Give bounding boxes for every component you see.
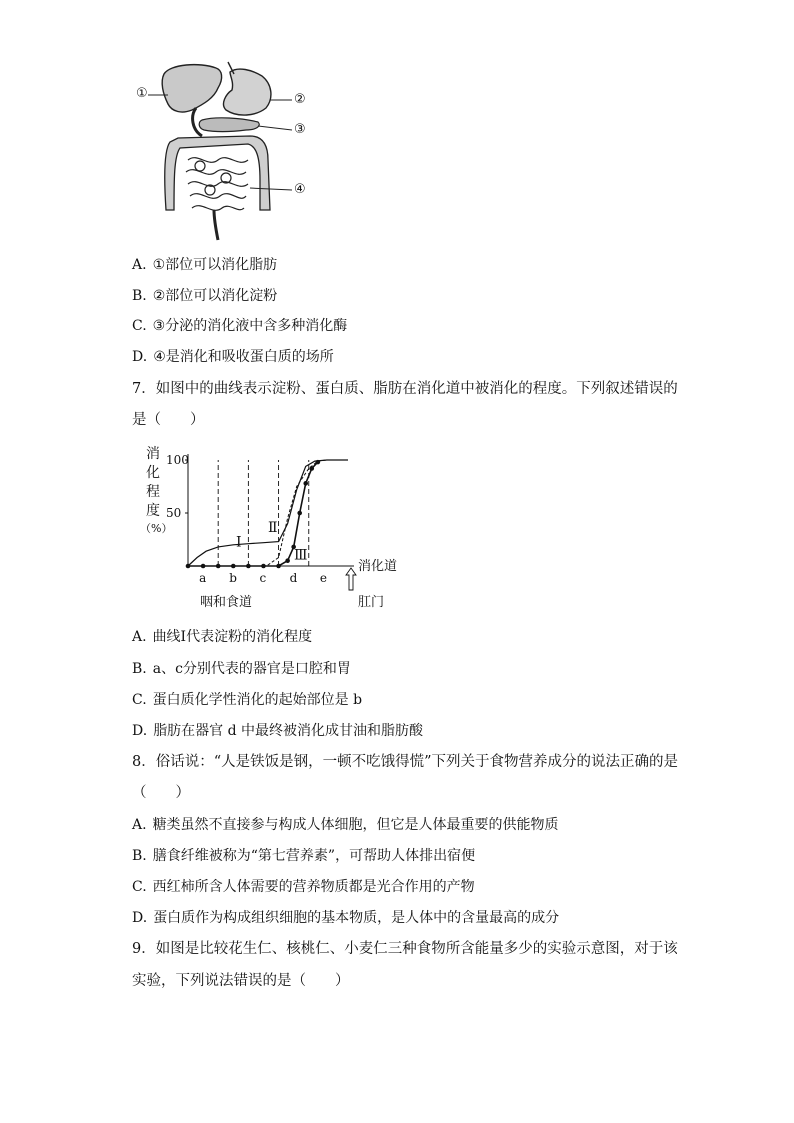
option-text: ③分泌的消化液中含多种消化酶	[152, 318, 348, 334]
option-text: a、c分别代表的器官是口腔和胃	[152, 661, 351, 677]
q9-stem-line1: 9．如图是比较花生仁、核桃仁、小麦仁三种食物所含能量多少的实验示意图，对于该	[132, 941, 678, 957]
q9-stem-line2: 实验，下列说法错误的是（ ）	[132, 973, 350, 989]
digestive-system-figure	[130, 60, 320, 245]
option-text: 曲线Ⅰ代表淀粉的消化程度	[152, 629, 313, 645]
series-3-point	[285, 558, 290, 563]
q7-option-c	[132, 690, 362, 710]
q8-option-b	[132, 846, 475, 866]
marker-4: ④	[294, 182, 306, 197]
x-category-label: d	[289, 571, 298, 585]
y-tick-label: 50	[166, 506, 182, 520]
q6-option-a	[132, 255, 277, 275]
liver-shape	[162, 65, 221, 112]
q7-option-b	[132, 659, 351, 679]
x-category-label: b	[229, 571, 237, 585]
pancreas-shape	[199, 118, 259, 132]
series-3-point	[246, 564, 251, 569]
option-text: 脂肪在器官 d 中最终被消化成甘油和脂肪酸	[153, 723, 424, 739]
series-label-3: Ⅲ	[294, 547, 308, 564]
q8-stem-line2: （ ）	[132, 785, 190, 801]
option-text: 西红柿所含人体需要的营养物质都是光合作用的产物	[152, 879, 475, 895]
option-text: 蛋白质作为构成组织细胞的基本物质，是人体中的含量最高的成分	[153, 910, 560, 926]
q7-option-a	[132, 627, 312, 647]
x-annotation-left: 咽和食道	[200, 595, 253, 610]
q7-stem-line1: 7．如图中的曲线表示淀粉、蛋白质、脂肪在消化道中被消化的程度。下列叙述错误的	[132, 381, 678, 397]
option-letter: C.	[132, 692, 147, 708]
option-letter: D.	[132, 723, 148, 739]
option-letter: B.	[132, 288, 147, 304]
series-3-point	[216, 564, 221, 569]
small-intestine-shape	[186, 158, 248, 211]
anus-arrow-icon	[346, 568, 356, 590]
x-annotation-right: 肛门	[358, 595, 385, 610]
marker-3: ③	[294, 122, 306, 137]
option-text: ④是消化和吸收蛋白质的场所	[153, 349, 334, 365]
option-letter: C.	[132, 318, 147, 334]
y-axis-label-char: 消	[146, 446, 160, 462]
option-text: ②部位可以消化淀粉	[152, 288, 278, 304]
series-3-point	[297, 511, 302, 516]
option-text: 蛋白质化学性消化的起始部位是 b	[152, 692, 363, 708]
series-3-point	[309, 466, 314, 471]
marker-2: ②	[294, 92, 306, 107]
q6-option-c	[132, 316, 347, 336]
option-letter: D.	[132, 910, 148, 926]
y-axis-label-char: 度	[146, 503, 160, 519]
large-intestine-shape	[165, 136, 270, 210]
x-category-label: e	[319, 571, 327, 585]
option-text: ①部位可以消化脂肪	[152, 257, 278, 273]
option-text: 糖类虽然不直接参与构成人体细胞，但它是人体最重要的供能物质	[152, 817, 559, 833]
series-label-2: Ⅱ	[268, 519, 278, 536]
digestion-curve-chart	[130, 440, 410, 615]
series-3-point	[316, 460, 321, 465]
option-text: 膳食纤维被称为“第七营养素”，可帮助人体排出宿便	[152, 848, 476, 864]
q6-option-b	[132, 286, 277, 306]
series-3-point	[261, 564, 266, 569]
q8-option-d	[132, 908, 559, 928]
series-3-point	[303, 481, 308, 486]
option-letter: D.	[132, 349, 148, 365]
x-category-label: c	[259, 571, 267, 585]
q8-option-a	[132, 815, 559, 835]
series-line-1	[188, 460, 348, 566]
option-letter: A.	[132, 629, 147, 645]
x-category-label: a	[199, 571, 207, 585]
option-letter: C.	[132, 879, 147, 895]
q8-option-c	[132, 877, 475, 897]
y-axis-label-char: 化	[146, 465, 160, 481]
q6-option-d	[132, 347, 334, 367]
series-3-point	[186, 564, 191, 569]
marker-1: ①	[136, 86, 148, 101]
series-3-point	[201, 564, 206, 569]
q7-stem-line2: 是（ ）	[132, 412, 205, 428]
option-letter: A.	[132, 817, 147, 833]
q8-stem-line1: 8．俗话说：“人是铁饭是钢，一顿不吃饿得慌”下列关于食物营养成分的说法正确的是	[132, 754, 679, 770]
y-axis-label-char: 程	[146, 484, 160, 500]
option-letter: B.	[132, 661, 147, 677]
series-label-1: Ⅰ	[236, 534, 242, 551]
series-3-point	[276, 564, 281, 569]
option-letter: A.	[132, 257, 147, 273]
y-tick-label: 100	[166, 453, 189, 467]
option-letter: B.	[132, 848, 147, 864]
stomach-shape	[224, 69, 271, 115]
y-axis-label-unit: （%）	[140, 522, 173, 535]
series-3-point	[231, 564, 236, 569]
x-axis-label: 消化道	[358, 559, 398, 574]
q7-option-d	[132, 721, 423, 741]
